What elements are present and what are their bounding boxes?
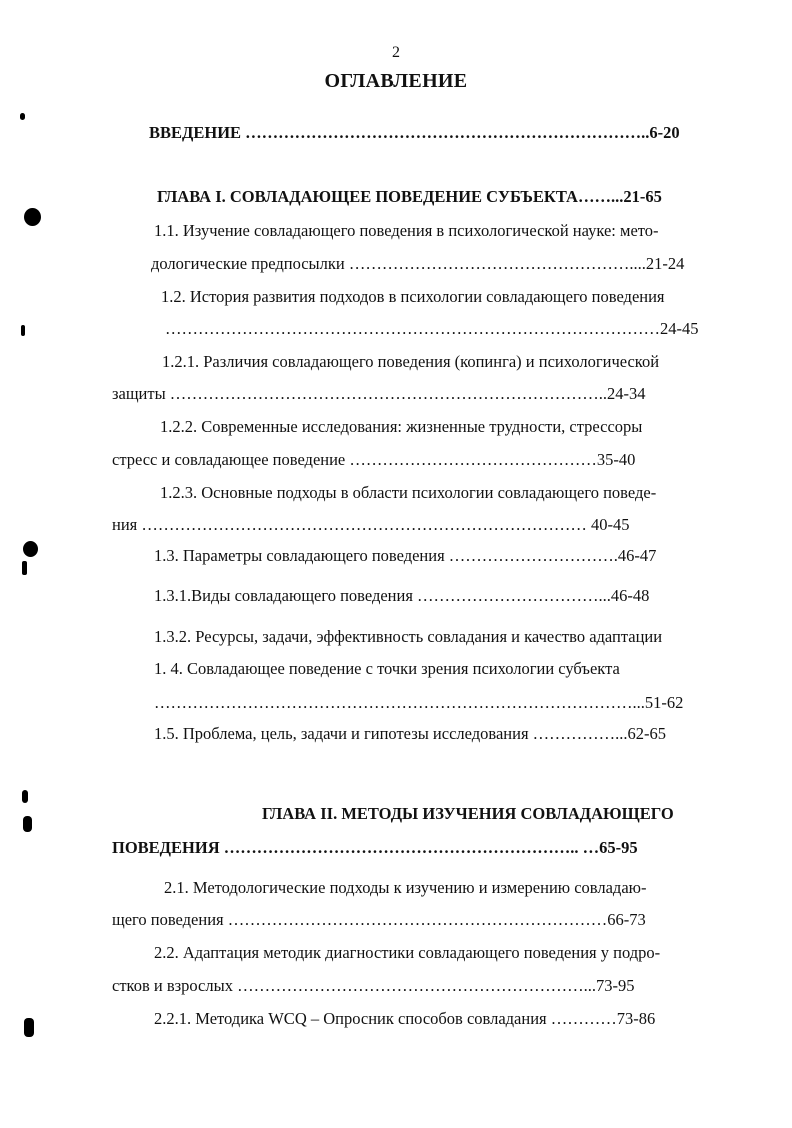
margin-mark [23,816,32,832]
toc-entry-1-2-2: 1.2.2. Современные исследования: жизненные трудности, стрессоры [160,417,643,436]
toc-entry-1-5: 1.5. Проблема, цель, задачи и гипотезы исследования ……………...62-65 [154,724,667,743]
toc-entry-1-2-1: 1.2.1. Различия совладающего поведения (копинга) и психологической [162,352,660,371]
toc-entry-1-2-cont: ………………………………………………………………………………24-45 [165,319,699,338]
page-title: ОГЛАВЛЕНИЕ [324,70,468,92]
toc-chapter-2-cont: ПОВЕДЕНИЯ ……………………………………………………….. …65-95 [112,838,638,857]
toc-entry-1-4: 1. 4. Совладающее поведение с точки зрения психологии субъекта [154,659,620,678]
binder-hole-mark [24,208,41,226]
binder-hole-mark [23,541,38,557]
toc-chapter-1: ГЛАВА I. СОВЛАДАЮЩЕЕ ПОВЕДЕНИЕ СУБЪЕКТА……...21-65 [157,187,662,206]
margin-mark [24,1018,34,1037]
toc-entry-2-1: 2.1. Методологические подходы к изучению и измерению совладаю- [164,878,647,897]
toc-entry-2-2: 2.2. Адаптация методик диагностики совладающего поведения у подро- [154,943,661,962]
margin-mark [20,113,25,120]
toc-entry-1-2-1-cont: защиты ……………………………………………………………………..24-34 [112,384,646,403]
toc-entry-1-3-2: 1.3.2. Ресурсы, задачи, эффективность совладания и качество адаптации [154,627,663,646]
toc-entry-1-1: 1.1. Изучение совладающего поведения в психологической науке: мето- [154,221,659,240]
toc-entry-1-2: 1.2. История развития подходов в психологии совладающего поведения [161,287,665,306]
margin-mark [22,790,28,803]
margin-mark [21,325,25,336]
toc-entry-1-1-cont: дологические предпосылки ……………………………………………....21-24 [151,254,685,273]
toc-entry-1-3-1: 1.3.1.Виды совладающего поведения ……………………………...46-48 [154,586,650,605]
toc-entry-1-2-3-cont: ния ……………………………………………………………………… 40-45 [112,515,630,534]
toc-entry-1-3: 1.3. Параметры совладающего поведения ………………………….46-47 [154,546,657,565]
toc-entry-1-2-3: 1.2.3. Основные подходы в области психологии совладающего поведе- [160,483,657,502]
toc-entry-1-2-2-cont: стресс и совладающее поведение ………………………………………35-40 [112,450,636,469]
page-number: 2 [392,44,400,61]
toc-entry-2-1-cont: щего поведения ……………………………………………………………66-73 [112,910,646,929]
toc-entry-2-2-1: 2.2.1. Методика WCQ – Опросник способов совладания …………73-86 [154,1009,656,1028]
toc-entry-intro: ВВЕДЕНИЕ ………………………………………………………………..6-20 [149,123,680,142]
toc-chapter-2: ГЛАВА II. МЕТОДЫ ИЗУЧЕНИЯ СОВЛАДАЮЩЕГО [262,804,674,823]
margin-mark [22,561,27,575]
toc-entry-1-4-cont: ……………………………………………………………………………...51-62 [154,693,684,712]
toc-entry-2-2-cont: стков и взрослых ………………………………………………………...73-95 [112,976,635,995]
